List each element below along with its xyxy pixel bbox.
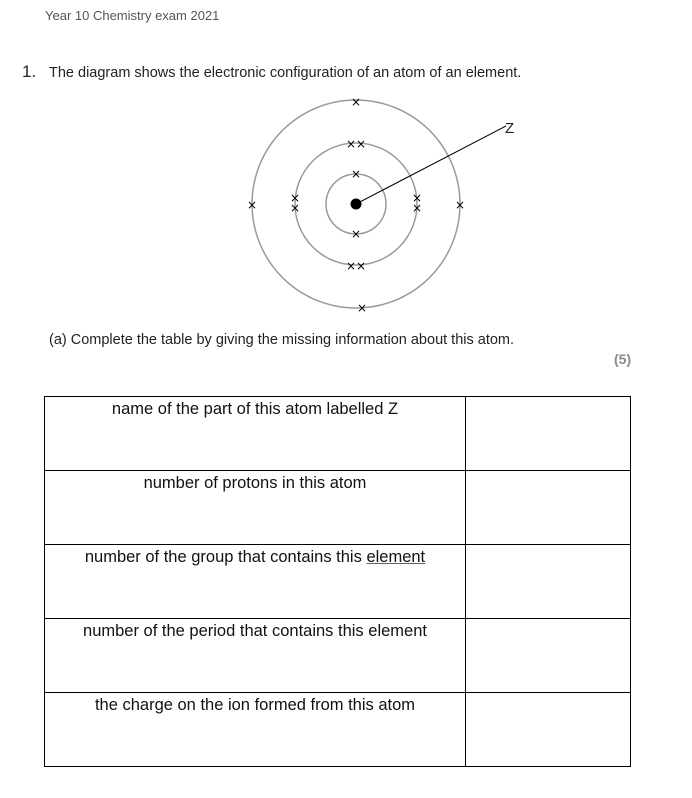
question-text: The diagram shows the electronic configuration of an atom of an element.	[49, 65, 522, 81]
table-row	[45, 545, 631, 619]
marks-available: (5)	[614, 351, 632, 367]
row-label: number of the group that contains this element	[45, 545, 466, 619]
electron: ×	[355, 137, 367, 151]
answer-table	[44, 396, 631, 767]
row-label: number of the period that contains this element	[45, 619, 466, 693]
part-a-instruction: (a) Complete the table by giving the missing information about this atom.	[49, 332, 515, 348]
question-number: 1.	[22, 62, 37, 81]
table-row	[45, 693, 631, 767]
electron: ×	[355, 259, 367, 273]
atom-diagram	[240, 92, 515, 322]
table-row	[45, 619, 631, 693]
electron: ×	[356, 301, 368, 315]
electron: ×	[289, 201, 301, 215]
answer-cell[interactable]	[466, 471, 631, 545]
table-row	[45, 397, 631, 471]
electron: ×	[411, 201, 423, 215]
z-pointer-line	[356, 126, 506, 204]
answer-cell[interactable]	[466, 693, 631, 767]
answer-cell[interactable]	[466, 619, 631, 693]
electron: ×	[454, 198, 466, 212]
answer-cell[interactable]	[466, 397, 631, 471]
electron: ×	[345, 137, 357, 151]
row-label: the charge on the ion formed from this atom	[45, 693, 466, 767]
electron: ×	[350, 95, 362, 109]
exam-header: Year 10 Chemistry exam 2021	[45, 8, 220, 23]
electron: ×	[411, 191, 423, 205]
electron: ×	[350, 167, 362, 181]
answer-cell[interactable]	[466, 545, 631, 619]
label-z: Z	[505, 120, 515, 137]
electron: ×	[345, 259, 357, 273]
row-label: name of the part of this atom labelled Z	[45, 397, 466, 471]
electron: ×	[350, 227, 362, 241]
table-row	[45, 471, 631, 545]
row-label: number of protons in this atom	[45, 471, 466, 545]
electron: ×	[289, 191, 301, 205]
underlined-word: element	[366, 548, 426, 566]
electron: ×	[246, 198, 258, 212]
